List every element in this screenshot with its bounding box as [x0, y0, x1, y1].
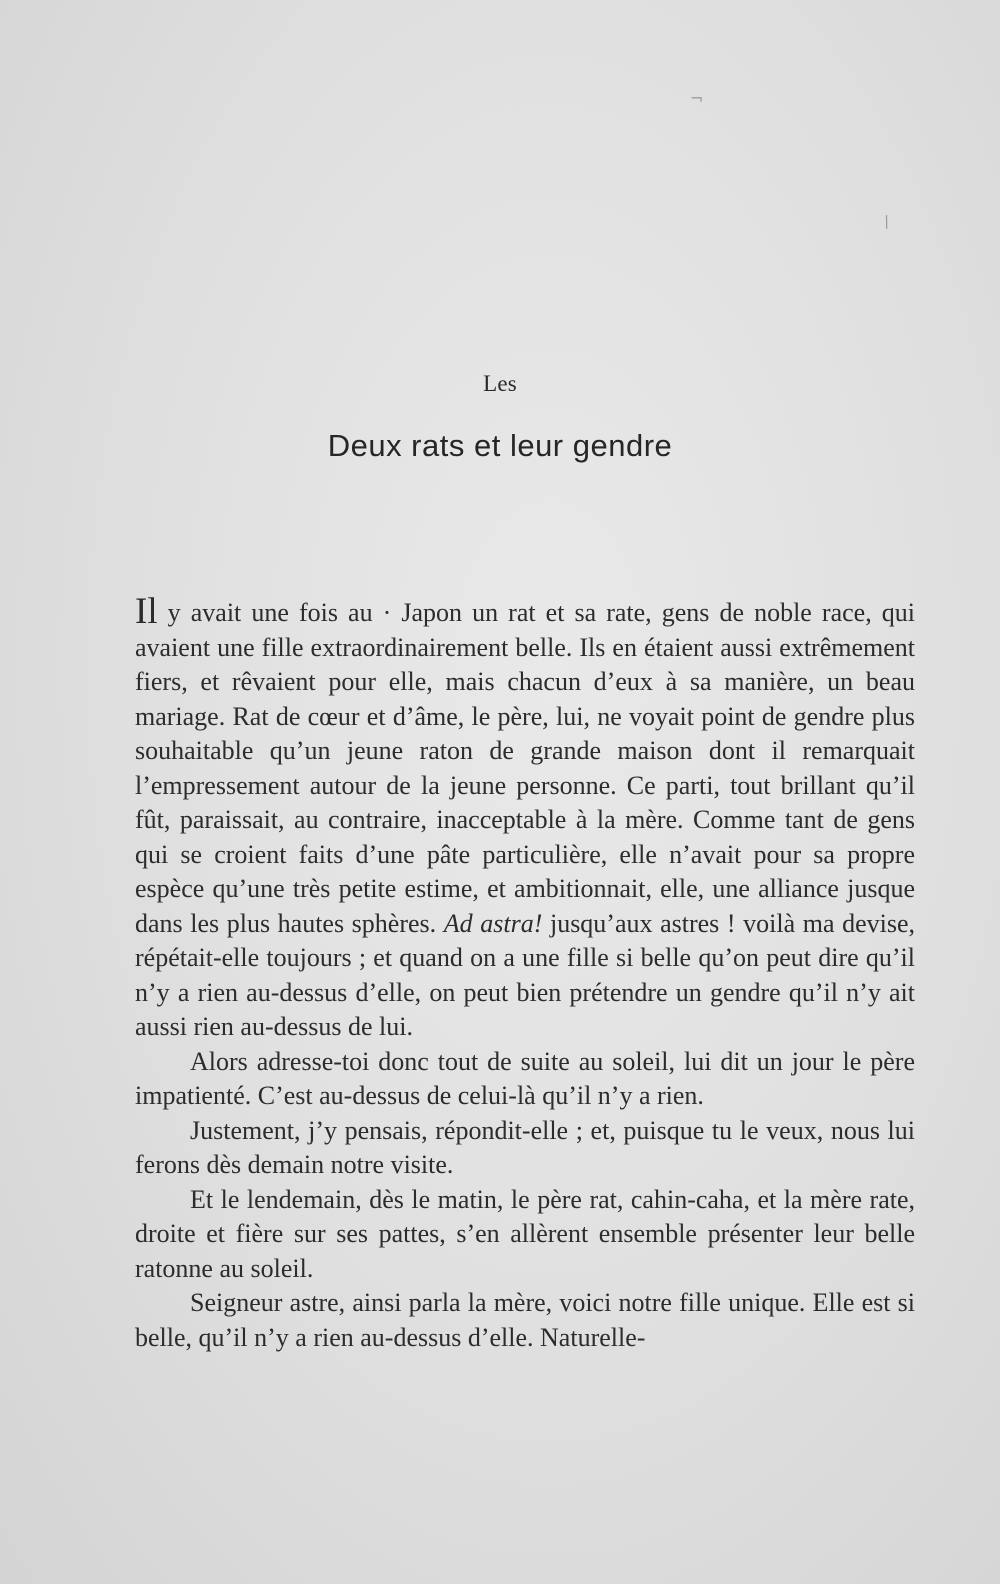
page-speck-mark: /	[881, 211, 893, 232]
paragraph-1	[135, 593, 915, 1045]
italic-phrase: Ad astra!	[443, 908, 543, 938]
page-title: Deux rats et leur gendre	[327, 428, 673, 463]
body-text	[135, 593, 915, 1355]
paragraph-2: Alors adresse-toi donc tout de suite au soleil, lui dit un jour le père impatienté. C’est au-dessus de celui-là qu’il n’y a rien.	[135, 1046, 915, 1110]
paragraph-text: y avait une fois au · Japon un rat et sa rate, gens de noble race, qui avaient une fille extraordinairement belle. Ils en étaient aussi extrêmement fiers, et rêvaient pour elle, mais chacun d’eux à sa manière, un beau mariage. Rat de cœur et d’âme, le père, lui, ne voyait point de gendre plus souhaitable qu’un jeune raton de grande maison dont il remarquait l’empressement autour de la jeune personne. Ce parti, tout brillant qu’il fût, paraissait, au contraire, inacceptable à la mère. Comme tant de gens qui se croient faits d’une pâte particulière, elle n’avait pour sa propre espèce qu’une très petite estime, et ambitionnait, elle, une alliance jusque dans les plus hautes sphères.	[135, 598, 915, 938]
paragraph-4: Et le lendemain, dès le matin, le père rat, cahin-caha, et la mère rate, droite et fière sur ses pattes, s’en allèrent ensemble présenter leur belle ratonne au soleil.	[135, 1184, 915, 1283]
paragraph-5: Seigneur astre, ainsi parla la mère, voici notre fille unique. Elle est si belle, qu’il n’y a rien au-dessus d’elle. Naturelle-	[135, 1288, 915, 1352]
page-heading-small: Les	[483, 371, 517, 396]
dropcap-initial: Il	[135, 591, 158, 632]
paragraph-3: Justement, j’y pensais, répondit-elle ; et, puisque tu le veux, nous lui ferons dès demain notre visite.	[135, 1115, 915, 1179]
page-speck-mark: ¬	[690, 89, 704, 108]
paragraph-text: jusqu’aux astres ! voilà ma devise, répétait-elle toujours ; et quand on a une fille si belle qu’on peut dire qu’il n’y a rien au-dessus d’elle, on peut bien prétendre un gendre qu’il n’y ait aussi rien au-dessus de lui.	[135, 908, 916, 1041]
